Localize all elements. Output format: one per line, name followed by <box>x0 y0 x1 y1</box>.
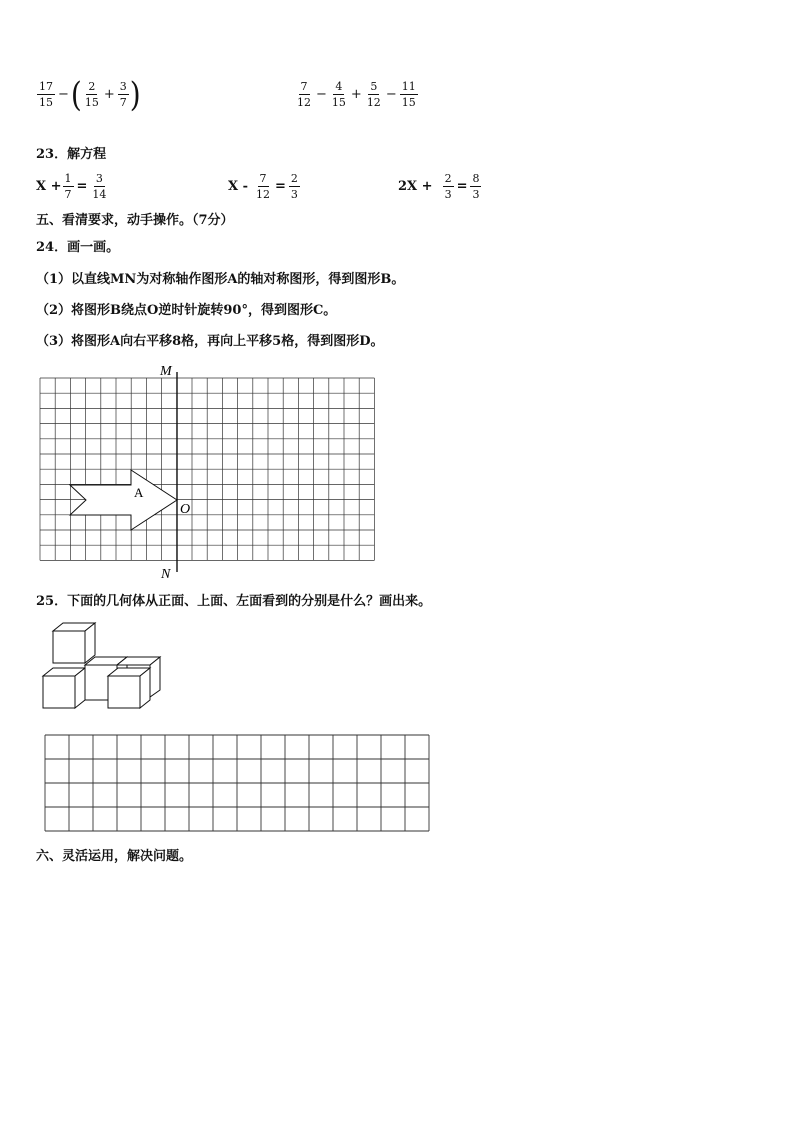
q25-grid-lines <box>45 735 429 831</box>
equation-3: 2X + $\frac{2}{3}$ = $\frac{8}{3}$ <box>398 172 480 201</box>
operator: − <box>316 87 327 102</box>
section-6-heading: 六、灵活运用，解决问题。 <box>36 849 193 864</box>
left-paren-icon: ( <box>70 74 82 114</box>
fraction: $\frac{2}{3}$ <box>290 172 298 201</box>
fraction: $\frac{2}{15}$ <box>84 80 99 109</box>
section-5-heading: 五、看清要求，动手操作。（7分） <box>36 213 234 228</box>
fraction: $\frac{4}{15}$ <box>331 80 346 109</box>
label-m: M <box>160 364 172 379</box>
fraction: $\frac{2}{3}$ <box>444 172 452 201</box>
fraction: $\frac{5}{12}$ <box>366 80 381 109</box>
operator: + <box>103 87 115 102</box>
operator: − <box>58 87 69 102</box>
label-n: N <box>161 567 171 582</box>
fraction: $\frac{3}{7}$ <box>119 80 127 109</box>
fraction: $\frac{11}{15}$ <box>401 80 416 109</box>
operator: − <box>385 87 397 102</box>
fraction: $\frac{3}{14}$ <box>92 172 107 201</box>
question-24-item-2: （2）将图形B绕点O逆时针旋转90°，得到图形C。 <box>36 303 337 318</box>
fraction: $\frac{17}{15}$ <box>39 80 53 109</box>
operator: + <box>350 87 362 102</box>
equation-2: X - $\frac{7}{12}$ = $\frac{2}{3}$ <box>228 172 298 201</box>
question-24-item-1: （1）以直线MN为对称轴作图形A的轴对称图形，得到图形B。 <box>36 272 405 287</box>
fraction: $\frac{1}{7}$ <box>64 172 72 201</box>
question-25-title: 25．下面的几何体从正面、上面、左面看到的分别是什么？画出来。 <box>36 594 432 609</box>
shape-a-label: A <box>134 485 144 500</box>
question-24-item-3: （3）将图形A向右平移8格，再向上平移5格，得到图形D。 <box>36 334 384 349</box>
fraction: $\frac{7}{12}$ <box>256 172 271 201</box>
equation-1: X + $\frac{1}{7}$ = $\frac{3}{14}$ <box>36 172 107 201</box>
fraction: $\frac{7}{12}$ <box>297 80 311 109</box>
fraction: $\frac{8}{3}$ <box>472 172 480 201</box>
right-paren-icon: ) <box>129 74 141 114</box>
question-24-title: 24．画一画。 <box>36 240 120 255</box>
label-o: O <box>180 502 191 517</box>
question-23-title: 23．解方程 <box>36 147 107 162</box>
